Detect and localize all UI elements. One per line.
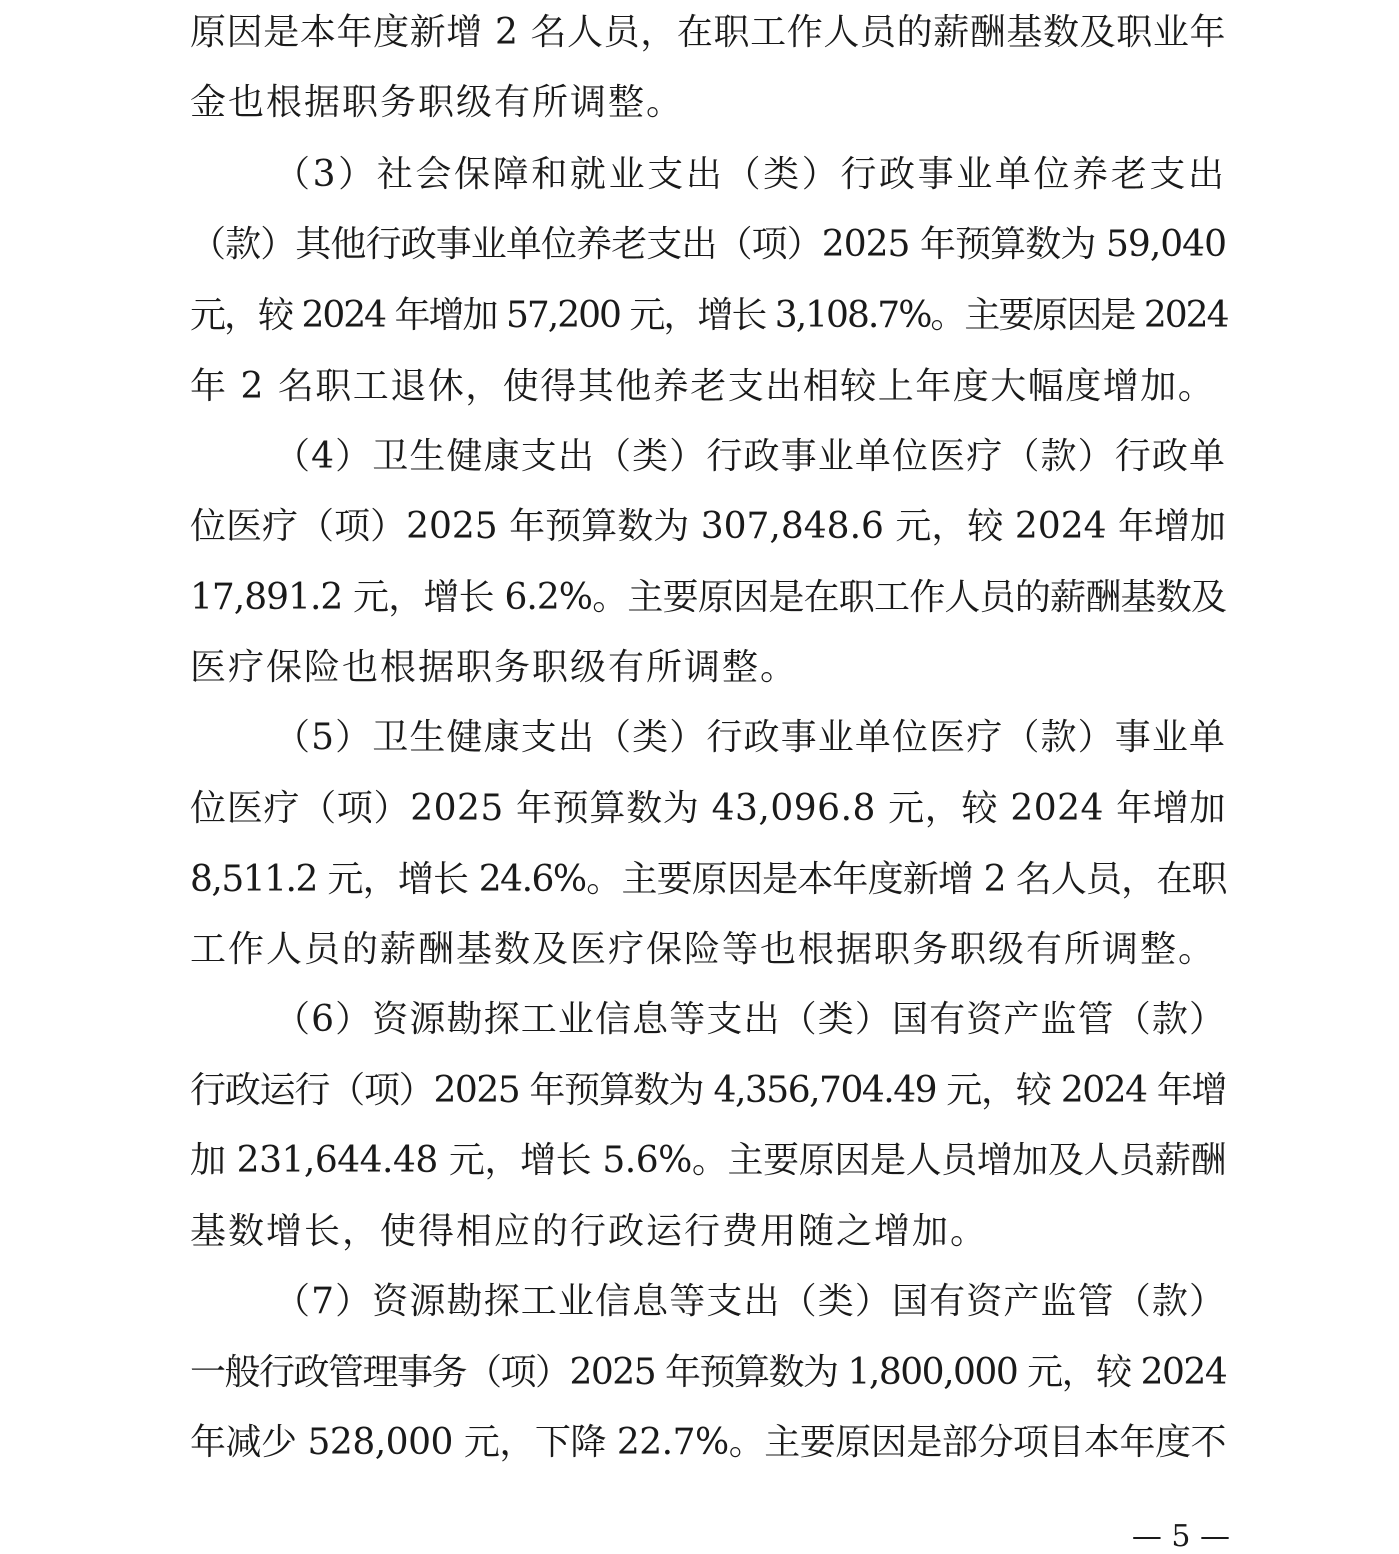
paragraph-heading-3: （3）社会保障和就业支出（类）行政事业单位养老支出: [274, 154, 1226, 195]
text-line: 位医疗（项）2025 年预算数为 43,096.8 元，较 2024 年增加: [190, 788, 1226, 829]
paragraph-heading-5: （5）卫生健康支出（类）行政事业单位医疗（款）事业单: [274, 717, 1226, 758]
text-line: 17,891.2 元，增长 6.2%。主要原因是在职工作人员的薪酬基数及: [190, 577, 1226, 618]
text-line: 金也根据职务职级有所调整。: [190, 82, 685, 123]
text-line: （款）其他行政事业单位养老支出（项）2025 年预算数为 59,040: [190, 224, 1226, 265]
text-line: 基数增长，使得相应的行政运行费用随之增加。: [190, 1211, 989, 1252]
page-number: — 5 —: [1131, 1519, 1230, 1554]
paragraph-heading-6: （6）资源勘探工业信息等支出（类）国有资产监管（款）: [274, 999, 1226, 1040]
paragraph-heading-7: （7）资源勘探工业信息等支出（类）国有资产监管（款）: [274, 1281, 1226, 1322]
text-line: 年减少 528,000 元，下降 22.7%。主要原因是部分项目本年度不: [190, 1422, 1226, 1463]
text-line: 工作人员的薪酬基数及医疗保险等也根据职务职级有所调整。: [190, 929, 1217, 970]
text-line: 元，较 2024 年增加 57,200 元，增长 3,108.7%。主要原因是 2024: [190, 295, 1228, 336]
text-line: 医疗保险也根据职务职级有所调整。: [190, 647, 799, 688]
text-line: 位医疗（项）2025 年预算数为 307,848.6 元，较 2024 年增加: [190, 506, 1226, 547]
text-line: 加 231,644.48 元，增长 5.6%。主要原因是人员增加及人员薪酬: [190, 1140, 1226, 1181]
text-line: 年 2 名职工退休，使得其他养老支出相较上年度大幅度增加。: [190, 366, 1216, 407]
text-line: 8,511.2 元，增长 24.6%。主要原因是本年度新增 2 名人员，在职: [190, 859, 1226, 900]
text-line: 行政运行（项）2025 年预算数为 4,356,704.49 元，较 2024 年增: [190, 1070, 1226, 1111]
text-line: 一般行政管理事务（项）2025 年预算数为 1,800,000 元，较 2024: [190, 1352, 1227, 1393]
text-line: 原因是本年度新增 2 名人员，在职工作人员的薪酬基数及职业年: [190, 12, 1226, 53]
paragraph-heading-4: （4）卫生健康支出（类）行政事业单位医疗（款）行政单: [274, 436, 1226, 477]
